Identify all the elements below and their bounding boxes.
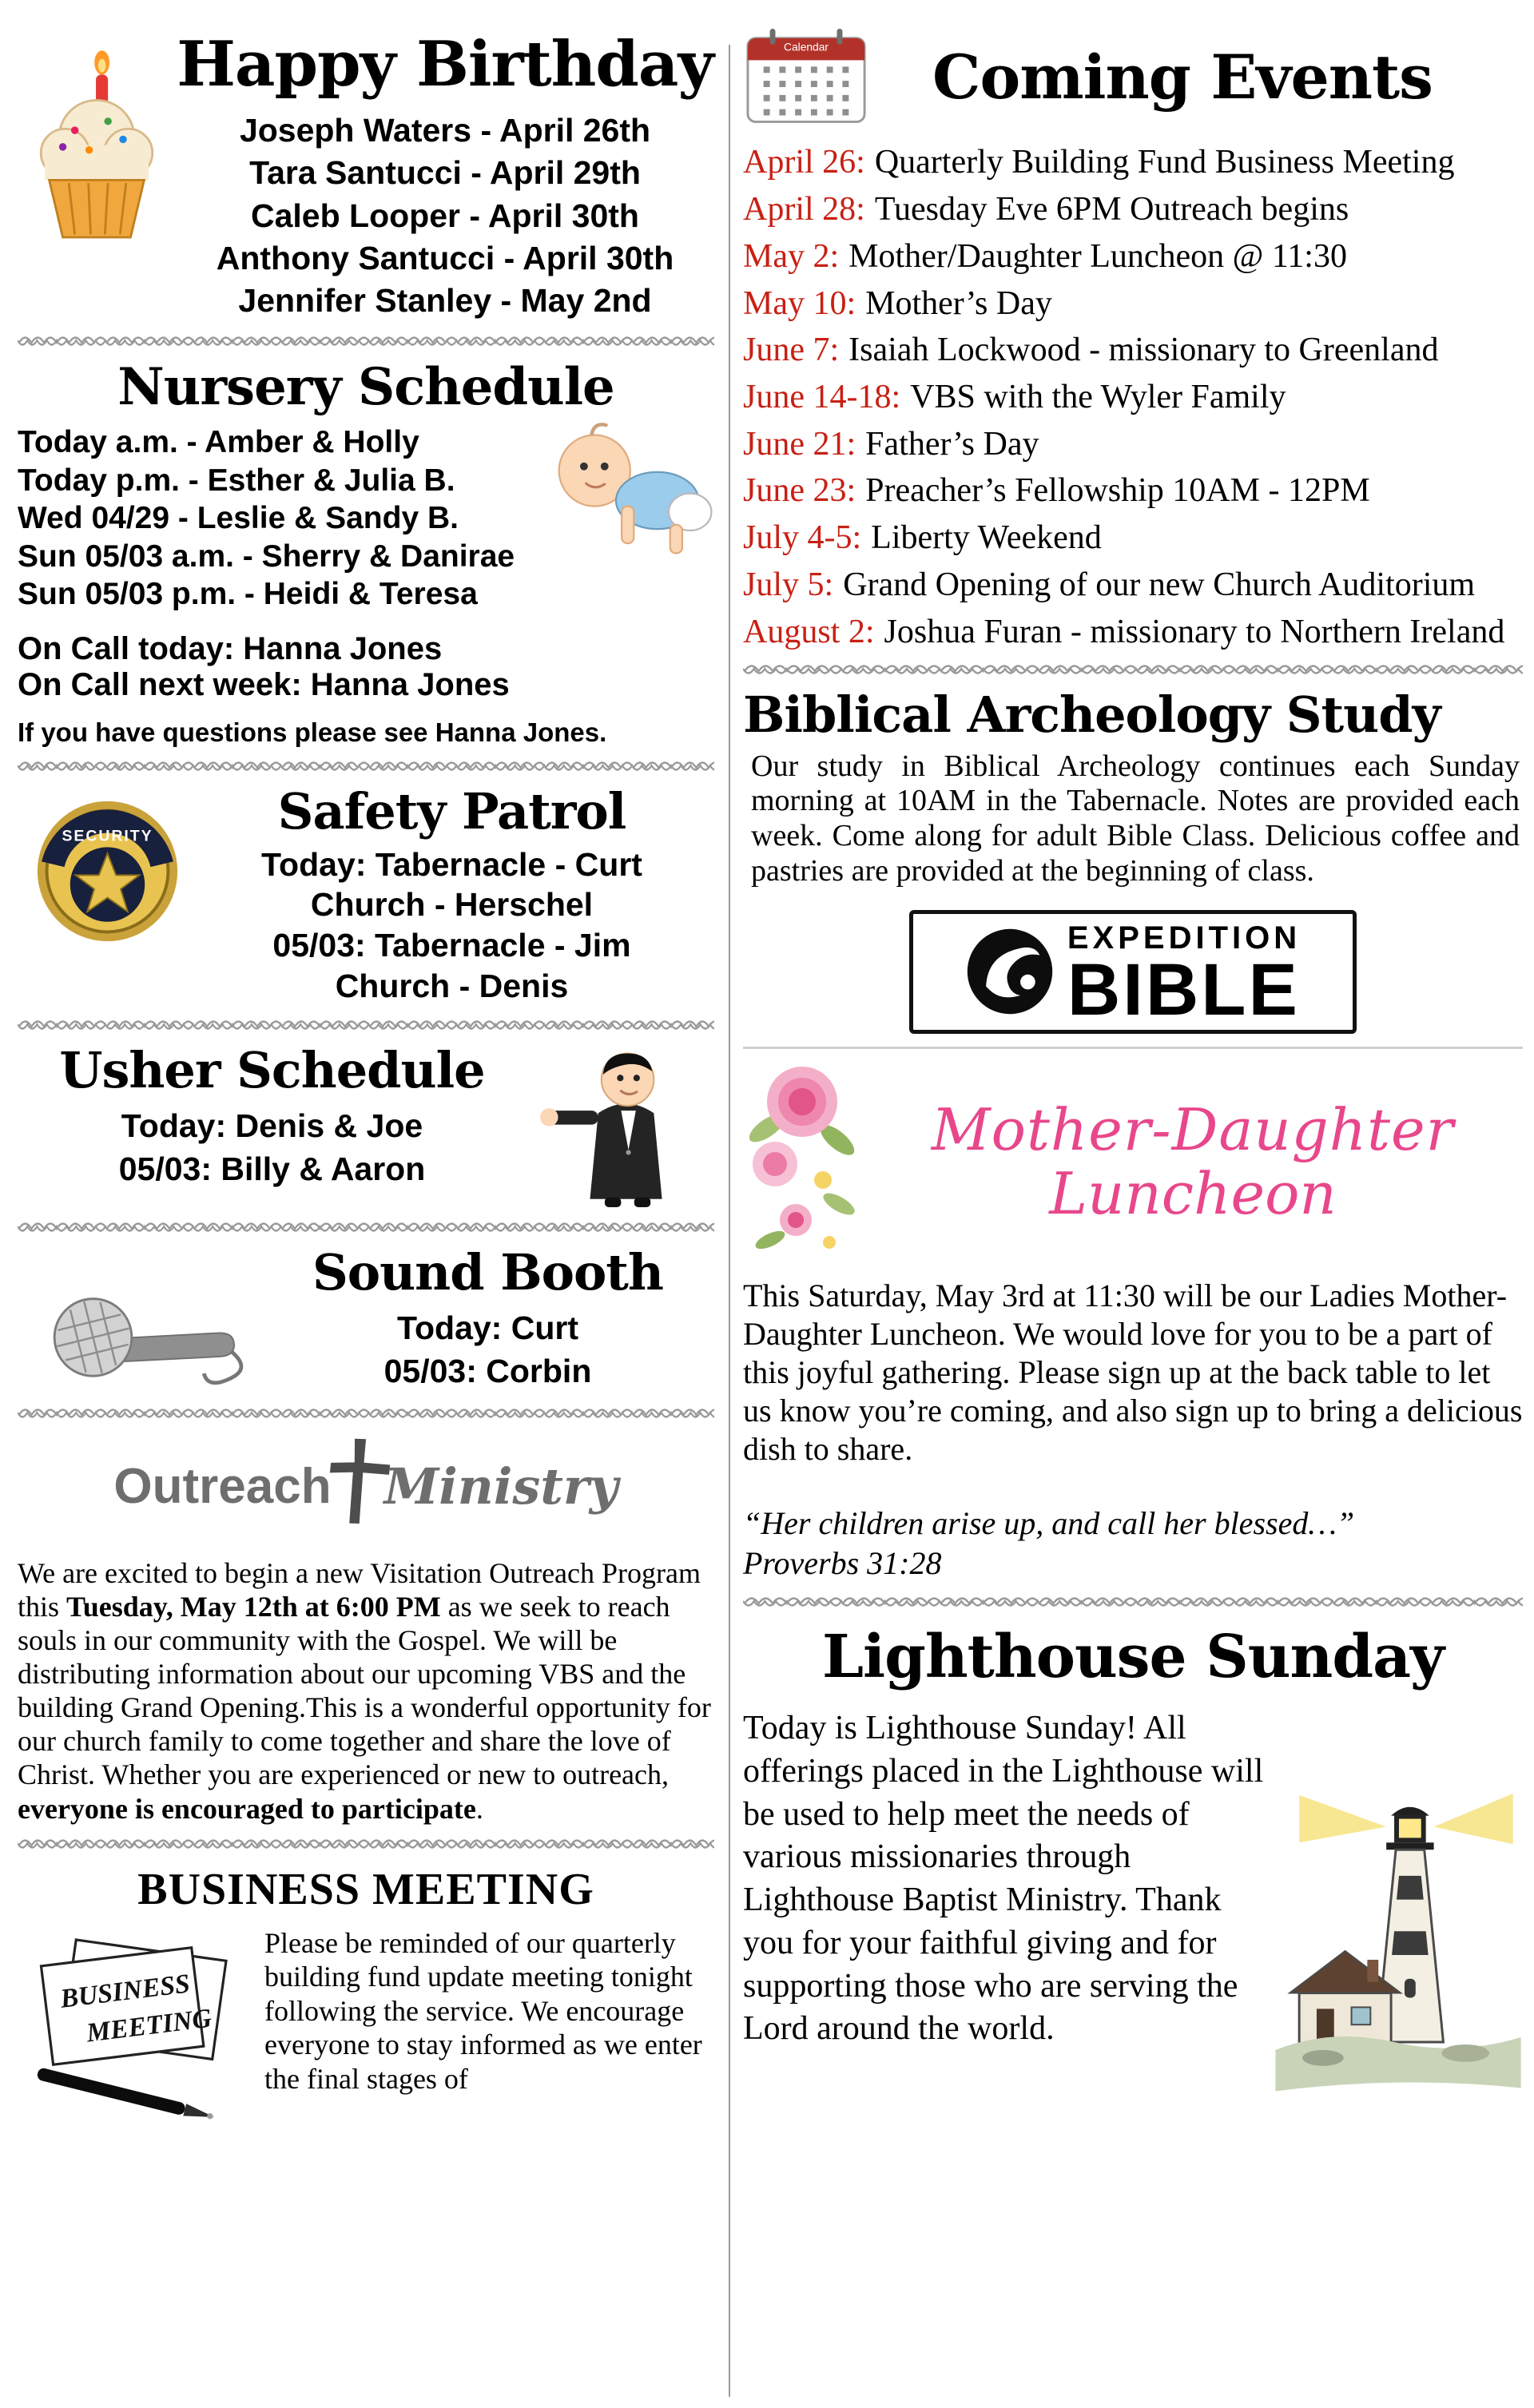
outreach-text: .	[475, 1792, 483, 1825]
expedition-bible-text	[1067, 920, 1302, 1031]
event-date: June 23:	[743, 472, 856, 510]
birthday-item: Joseph Waters - April 26th	[239, 112, 651, 149]
outreach-logo-text: Outreach	[113, 1459, 332, 1515]
cross-icon	[328, 1433, 391, 1529]
birthday-item: Anthony Santucci - April 30th	[216, 240, 674, 276]
event-row	[743, 471, 1523, 511]
event-row	[743, 378, 1523, 417]
nursery-line: Today p.m. - Esther & Julia B.	[18, 463, 455, 498]
quote-reference: Proverbs 31:28	[743, 1545, 942, 1582]
nursery-line: Wed 04/29 - Leslie & Sandy B.	[18, 501, 459, 536]
event-date: June 14-18:	[743, 378, 901, 415]
event-row	[743, 613, 1523, 652]
luncheon-title-line2: Luncheon	[1049, 1159, 1337, 1227]
safety-line: Church - Denis	[335, 967, 569, 1004]
event-date: May 10:	[743, 284, 856, 322]
squiggle-divider	[18, 1835, 714, 1854]
nursery-line: Sun 05/03 a.m. - Sherry & Danirae	[18, 538, 515, 574]
section-lighthouse-sunday	[743, 1623, 1523, 2129]
business-meeting-paragraph: Please be reminded of our quarterly building fund update meeting tonight following the service. We encourage everyone to stay informed as we enter the final stages of	[264, 1926, 702, 2095]
event-text: Quarterly Building Fund Business Meeting	[874, 144, 1455, 181]
section-happy-birthday	[18, 24, 714, 323]
luncheon-paragraph: This Saturday, May 3rd at 11:30 will be our Ladies Mother-Daughter Luncheon. We would love for you to be a part of this joyful gathering. Please sign up at the back table to let us know you’re coming, and also sign up to bring a delicious dish to share.	[743, 1278, 1523, 1468]
event-text: Preacher’s Fellowship 10AM - 12PM	[865, 472, 1370, 510]
nursery-line: Today a.m. - Amber & Holly	[18, 425, 419, 460]
ministry-logo-text: Ministry	[384, 1457, 618, 1516]
usher-line: Today: Denis & Joe	[121, 1107, 423, 1145]
section-biblical-archeology	[743, 685, 1523, 1034]
usher-line: 05/03: Billy & Aaron	[118, 1150, 426, 1188]
squiggle-divider	[18, 332, 714, 352]
safety-line: Church - Herschel	[310, 886, 594, 924]
on-call-today: On Call today: Hanna Jones	[18, 631, 443, 667]
section-business-meeting	[18, 1864, 714, 2140]
event-date: April 26:	[743, 144, 865, 181]
birthday-item: Caleb Looper - April 30th	[251, 197, 639, 234]
on-call-next-week: On Call next week: Hanna Jones	[18, 667, 510, 703]
outreach-paragraph	[18, 1556, 714, 1826]
event-row	[743, 566, 1523, 605]
event-date: July 4-5:	[743, 519, 862, 557]
event-text: VBS with the Wyler Family	[910, 378, 1286, 415]
expedition-label: EXPEDITION	[1067, 920, 1302, 956]
birthday-content	[176, 24, 714, 323]
event-date: July 5:	[743, 566, 834, 603]
event-date: April 28:	[743, 191, 865, 228]
badge-label: SECURITY	[62, 827, 153, 845]
section-safety-patrol	[18, 782, 714, 1007]
usher-schedule-title: Usher Schedule	[59, 1040, 485, 1099]
usher-icon	[539, 1035, 711, 1215]
birthday-item: Jennifer Stanley - May 2nd	[238, 282, 652, 320]
event-row	[743, 143, 1523, 182]
note-text-meeting: MEETING	[85, 2003, 213, 2048]
nursery-schedule-list	[18, 423, 714, 614]
calendar-label: Calendar	[783, 40, 829, 54]
baby-icon	[550, 412, 714, 558]
archeology-paragraph: Our study in Biblical Archeology continues each Sunday morning at 10AM in the Tabernacle. Notes are provided each week. Come along for adult Bible Class. Delicious coffee and pastries are provided at the beginning of class.	[751, 749, 1520, 888]
nursery-title: Nursery Schedule	[117, 356, 614, 417]
outreach-bold-date: Tuesday, May 12th at 6:00 PM	[66, 1590, 441, 1623]
security-badge-icon	[34, 797, 181, 949]
event-text: Isaiah Lockwood - missionary to Greenland	[848, 332, 1439, 369]
luncheon-title	[863, 1096, 1523, 1227]
nursery-note: If you have questions please see Hanna Jones.	[18, 717, 607, 748]
event-row	[743, 519, 1523, 558]
archeology-title: Biblical Archeology Study	[743, 685, 1441, 745]
calendar-icon	[743, 24, 869, 130]
nursery-line: Sun 05/03 p.m. - Heidi & Teresa	[18, 577, 478, 612]
squiggle-divider	[743, 661, 1523, 680]
roses-icon	[743, 1052, 863, 1272]
squiggle-divider	[18, 1218, 714, 1238]
event-text: Mother’s Day	[865, 284, 1052, 322]
expedition-bible-logo	[909, 910, 1357, 1035]
section-mother-daughter-luncheon	[743, 1047, 1523, 1583]
section-outreach-ministry	[18, 1444, 714, 1826]
coming-events-header	[743, 24, 1523, 130]
event-text: Grand Opening of our new Church Auditorium	[843, 566, 1476, 603]
event-text: Father’s Day	[865, 425, 1039, 463]
event-row	[743, 425, 1523, 464]
event-row	[743, 190, 1523, 229]
event-date: June 7:	[743, 332, 840, 369]
outreach-text: We are excited to begin a new Visitation Outreach Program this	[18, 1556, 701, 1623]
happy-birthday-title: Happy Birthday	[177, 28, 713, 101]
event-row	[743, 331, 1523, 370]
luncheon-title-line1: Mother-Daughter	[931, 1096, 1455, 1164]
safety-line: 05/03: Tabernacle - Jim	[272, 927, 631, 964]
bible-label: BIBLE	[1067, 948, 1300, 1031]
outreach-bold-callout: everyone is encouraged to participate	[18, 1792, 476, 1825]
lighthouse-icon	[1274, 1781, 1523, 2129]
microphone-icon	[22, 1260, 254, 1411]
event-text: Liberty Weekend	[871, 519, 1102, 557]
column-divider	[729, 45, 730, 2397]
safety-patrol-title: Safety Patrol	[277, 782, 626, 841]
left-column	[18, 24, 714, 2408]
squiggle-divider	[18, 757, 714, 777]
event-text: Mother/Daughter Luncheon @ 11:30	[848, 237, 1347, 275]
section-coming-events	[743, 24, 1523, 651]
section-usher-schedule	[18, 1040, 714, 1209]
ibex-logo-icon	[965, 927, 1055, 1016]
event-row	[743, 284, 1523, 324]
lighthouse-body	[743, 1707, 1523, 2129]
business-meeting-body	[18, 1926, 714, 2140]
squiggle-divider	[743, 1593, 1523, 1612]
right-column	[743, 24, 1523, 2408]
outreach-ministry-logo	[18, 1444, 714, 1529]
luncheon-header	[743, 1052, 1523, 1272]
lighthouse-paragraph: Today is Lighthouse Sunday! All offerings placed in the Lighthouse will be used to help meet the needs of various missionaries through Lighthouse Baptist Ministry. Thank you for your faithful giving and for supporting those who are serving the Lord around the world.	[743, 1710, 1264, 2048]
luncheon-quote	[743, 1504, 1523, 1583]
cupcake-icon	[18, 40, 176, 248]
quote-text: “Her children arise up, and call her blessed…”	[743, 1505, 1355, 1542]
business-meeting-title: BUSINESS MEETING	[137, 1864, 594, 1914]
coming-events-title: Coming Events	[932, 42, 1433, 113]
section-nursery-schedule	[18, 356, 714, 748]
event-date: June 21:	[743, 425, 856, 463]
events-list	[743, 143, 1523, 651]
event-text: Tuesday Eve 6PM Outreach begins	[874, 191, 1349, 228]
birthday-list	[176, 109, 714, 322]
event-date: August 2:	[743, 613, 875, 650]
safety-line: Today: Tabernacle - Curt	[261, 845, 642, 883]
sound-line: Today: Curt	[396, 1309, 578, 1347]
squiggle-divider	[18, 1016, 714, 1035]
sound-booth-title: Sound Booth	[312, 1242, 664, 1301]
sound-line: 05/03: Corbin	[384, 1353, 592, 1390]
event-row	[743, 237, 1523, 276]
event-text: Joshua Furan - missionary to Northern Ireland	[884, 613, 1505, 650]
section-sound-booth	[18, 1242, 714, 1395]
event-date: May 2:	[743, 237, 840, 275]
note-text-business: BUSINESS	[58, 1968, 192, 2014]
outreach-text: as we seek to reach souls in our community with the Gospel. We will be distributing information about our upcoming VBS and the building Grand Opening.This is a wonderful opportunity for our church family to come together and share the love of Christ. Whether you are experienced or new to outreach,	[18, 1590, 711, 1791]
lighthouse-title: Lighthouse Sunday	[821, 1623, 1445, 1692]
birthday-item: Tara Santucci - April 29th	[249, 154, 641, 192]
meeting-notes-icon	[18, 1926, 253, 2140]
